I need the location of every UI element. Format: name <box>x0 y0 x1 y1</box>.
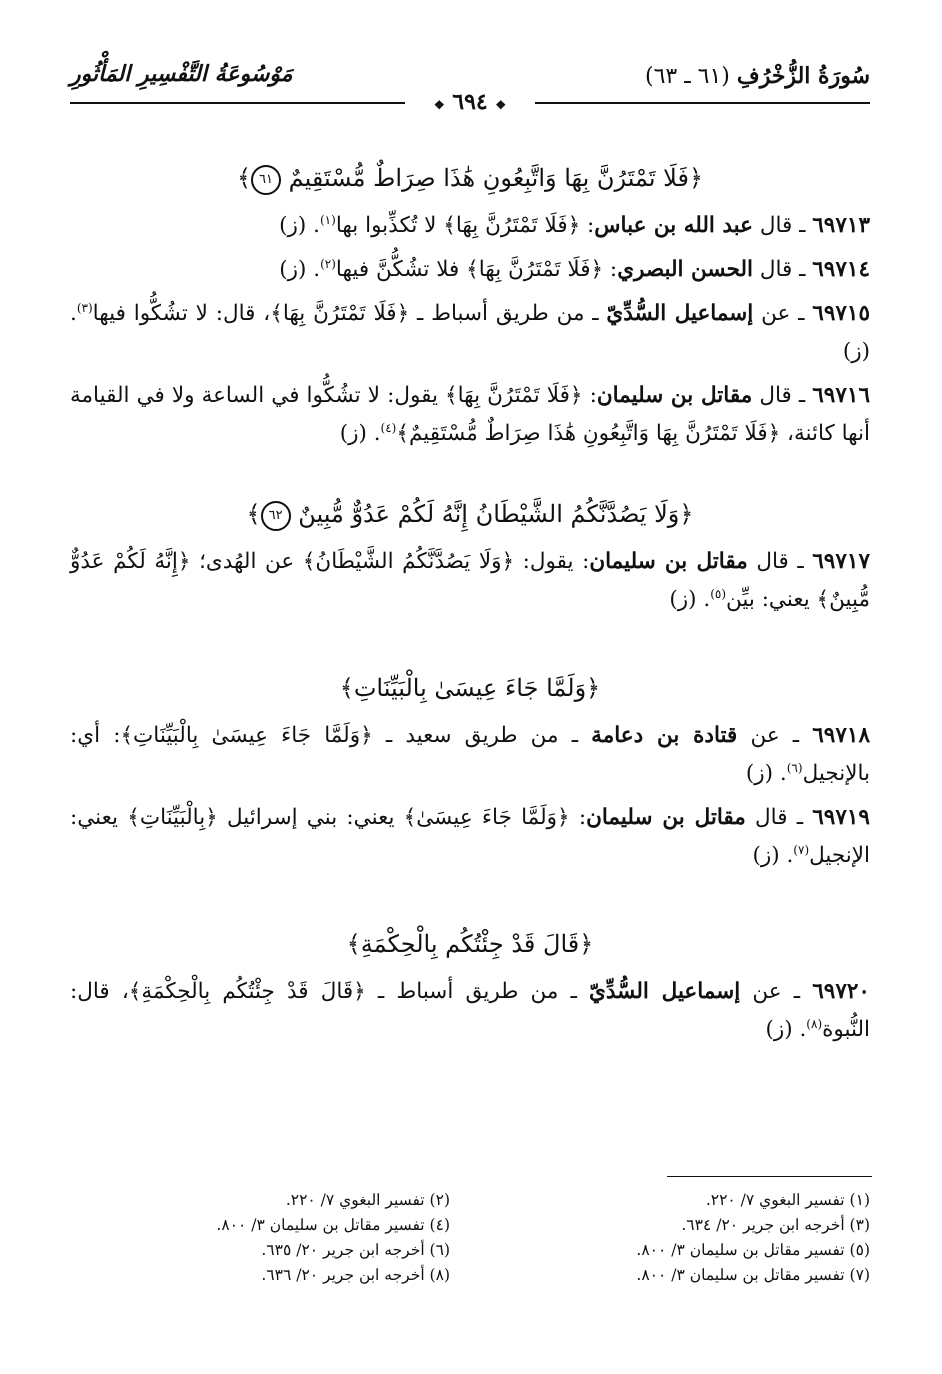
narrator-name: الحسن البصري <box>617 257 753 282</box>
narration-prefix: ـ قال <box>747 549 813 574</box>
narration-text: ـ من طريق أسباط ـ ﴿فَلَا تَمْتَرُنَّ بِهَا﴾، قال: لا تشُكُّوا فيها <box>92 301 607 326</box>
narration <box>70 799 870 875</box>
ornament-icon: ❖ <box>433 98 445 112</box>
surah-title: سُورَةُ الزُّخْرُفِ <box>736 63 870 89</box>
narrator-name: مقاتل بن سليمان <box>596 383 753 408</box>
footnote: (٣) أخرجه ابن جرير ٢٠/ ٦٣٤. <box>681 1216 870 1234</box>
page <box>70 55 870 1055</box>
ayah-text: ﴿قَالَ قَدْ جِئْتُكُم بِالْحِكْمَةِ﴾ <box>346 930 594 958</box>
narrator-name: إسماعيل السُّدِّيّ <box>606 301 754 326</box>
footnote-ref: (٦) <box>786 760 803 775</box>
ayah-text: ﴿وَلَمَّا جَاءَ عِيسَىٰ بِالْبَيِّنَاتِ﴾ <box>339 674 601 702</box>
narration <box>70 207 870 245</box>
footnote-ref: (١) <box>319 212 336 227</box>
header-rule-left <box>70 102 405 104</box>
footnote-ref: (٨) <box>806 1016 823 1031</box>
footnote-ref: (٤) <box>380 420 397 435</box>
narration-prefix: ـ عن <box>740 979 813 1004</box>
page-header <box>70 55 870 123</box>
verse-number-badge: ٦٢ <box>261 501 291 531</box>
ayah-heading <box>70 915 870 973</box>
narration-suffix: . (ز) <box>669 587 711 612</box>
narration-prefix: ـ قال <box>752 257 813 282</box>
narration <box>70 377 870 453</box>
narration-text: ـ من طريق أسباط ـ ﴿قَالَ قَدْ جِئْتُكُم بِالْحِكْمَةِ﴾، قال: النُّبوة <box>70 979 870 1042</box>
narration-number: ٦٩٧٢٠ <box>812 979 870 1004</box>
narration-text: : يقول: ﴿وَلَا يَصُدَّنَّكُمُ الشَّيْطَانُ﴾ عن الهُدى؛ ﴿إِنَّهُ لَكُمْ عَدُوٌّ مُّبِينٌ﴾ يعني: بيِّن <box>70 549 870 612</box>
footnote: (٨) أخرجه ابن جرير ٢٠/ ٦٣٦. <box>261 1266 450 1284</box>
ayah-close-bracket: ﴾ <box>246 500 261 528</box>
footnote-ref: (٥) <box>710 586 727 601</box>
narrator-name: عبد الله بن عباس <box>594 213 753 238</box>
narration-text: : ﴿فَلَا تَمْتَرُنَّ بِهَا﴾ لا تُكذِّبوا بها <box>335 213 595 238</box>
narration-number: ٦٩٧١٨ <box>812 723 870 748</box>
narration <box>70 295 870 371</box>
footnote: (٤) تفسير مقاتل بن سليمان ٣/ ٨٠٠. <box>216 1216 450 1234</box>
footnotes-column-left <box>120 1188 450 1288</box>
narration-number: ٦٩٧١٩ <box>812 805 870 830</box>
narration-prefix: ـ عن <box>737 723 813 748</box>
narration-text: ـ من طريق سعيد ـ ﴿وَلَمَّا جَاءَ عِيسَىٰ بِالْبَيِّنَاتِ﴾: أي: بالإنجيل <box>70 723 870 786</box>
narration <box>70 973 870 1049</box>
ayah-heading <box>70 149 870 207</box>
narration-prefix: ـ قال <box>752 213 813 238</box>
narration <box>70 717 870 793</box>
narrator-name: مقاتل بن سليمان <box>586 805 746 830</box>
narration-suffix: . (ز) <box>745 761 787 786</box>
narration <box>70 251 870 289</box>
ayah-text: ﴿فَلَا تَمْتَرُنَّ بِهَا وَاتَّبِعُونِ هَٰذَا صِرَاطٌ مُّسْتَقِيمٌ <box>288 164 704 192</box>
footnote-ref: (٣) <box>76 300 93 315</box>
footnote: (٦) أخرجه ابن جرير ٢٠/ ٦٣٥. <box>261 1241 450 1259</box>
footnotes-column-right <box>540 1188 870 1288</box>
book-title: مَوْسُوعَةُ التَّفْسِيرِ المَأْثُورِ <box>70 61 293 87</box>
narration-text: : ﴿فَلَا تَمْتَرُنَّ بِهَا﴾ يقول: لا تشُكُّوا في الساعة ولا في القيامة أنها كائنة، ﴿فَلَا تَمْتَرُنَّ بِهَا وَاتَّبِعُونِ هَٰذَا صِرَاطٌ مُّسْتَقِيمٌ﴾ <box>70 383 870 446</box>
footnote: (١) تفسير البغوي ٧/ ٢٢٠. <box>705 1191 870 1209</box>
narration-number: ٦٩٧١٥ <box>812 301 871 326</box>
narration-number: ٦٩٧١٦ <box>812 383 870 408</box>
running-head-surah <box>645 63 870 89</box>
narration-suffix: . (ز) <box>339 421 381 446</box>
ayah-close-bracket: ﴾ <box>236 164 251 192</box>
narration-text: : ﴿وَلَمَّا جَاءَ عِيسَىٰ﴾ يعني: بني إسرائيل ﴿بِالْبَيِّنَاتِ﴾ يعني: الإنجيل <box>70 805 870 868</box>
ornament-icon: ❖ <box>495 98 507 112</box>
narrator-name: قتادة بن دعامة <box>591 723 738 748</box>
narration-text: : ﴿فَلَا تَمْتَرُنَّ بِهَا﴾ فلا تشُكُّنَّ فيها <box>335 257 618 282</box>
narration-number: ٦٩٧١٧ <box>812 549 870 574</box>
footnote-separator <box>667 1176 872 1177</box>
verse-number-badge: ٦١ <box>251 165 281 195</box>
narrator-name: إسماعيل السُّدِّيّ <box>589 979 741 1004</box>
narration-suffix: . (ز) <box>752 843 794 868</box>
footnote: (٢) تفسير البغوي ٧/ ٢٢٠. <box>285 1191 450 1209</box>
ayah-text: ﴿وَلَا يَصُدَّنَّكُمُ الشَّيْطَانُ إِنَّهُ لَكُمْ عَدُوٌّ مُّبِينٌ <box>298 500 694 528</box>
narration-number: ٦٩٧١٤ <box>812 257 870 282</box>
ayah-heading <box>70 485 870 543</box>
ayah-heading <box>70 659 870 717</box>
narration-prefix: ـ عن <box>753 301 813 326</box>
narration <box>70 543 870 619</box>
footnote: (٧) تفسير مقاتل بن سليمان ٣/ ٨٠٠. <box>636 1266 870 1284</box>
narration-prefix: ـ قال <box>745 805 813 830</box>
footnote-ref: (٢) <box>320 256 336 271</box>
narrator-name: مقاتل بن سليمان <box>589 549 748 574</box>
page-number-text: ٦٩٤ <box>452 89 488 115</box>
footnote: (٥) تفسير مقاتل بن سليمان ٣/ ٨٠٠. <box>636 1241 870 1259</box>
narration-prefix: ـ قال <box>752 383 813 408</box>
ayah-range: (٦١ ـ ٦٣) <box>644 64 730 89</box>
page-number <box>410 89 530 115</box>
narration-number: ٦٩٧١٣ <box>812 213 870 238</box>
footnote-ref: (٧) <box>793 842 810 857</box>
narration-suffix: . (ز) <box>279 213 320 238</box>
header-rule-right <box>535 102 870 104</box>
narration-suffix: . (ز) <box>279 257 321 282</box>
narration-suffix: . (ز) <box>765 1017 807 1042</box>
narration-suffix: . (ز) <box>70 301 870 364</box>
